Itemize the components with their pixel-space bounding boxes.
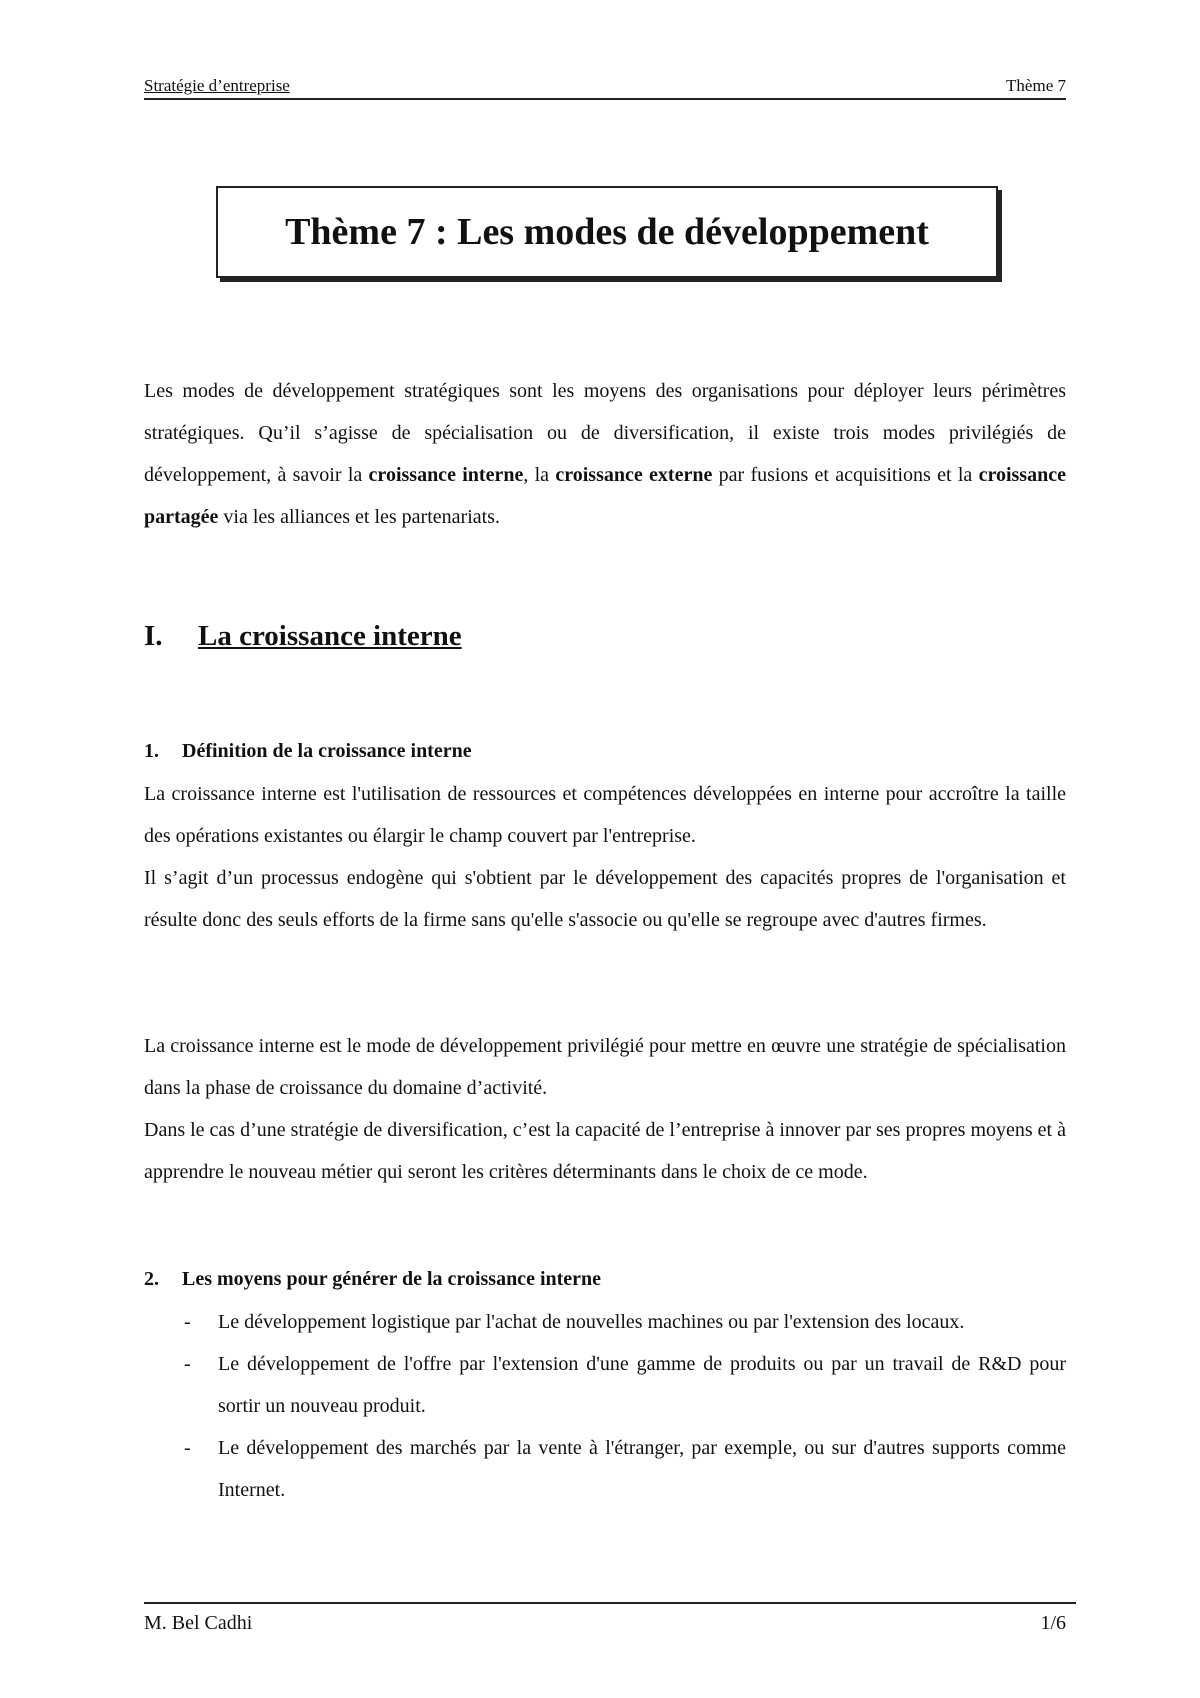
definition-paragraph-group-1 (144, 773, 1066, 941)
specialisation-paragraph: La croissance interne est le mode de développement privilégié pour mettre en œuvre une stratégie de spécialisation dans la phase de croissance du domaine d’activité. (144, 1035, 1066, 1099)
intro-bold-croissance-externe: croissance externe (555, 464, 713, 486)
intro-text-2: , la (523, 464, 556, 486)
list-item (144, 1343, 1066, 1427)
endogenous-process-paragraph: Il s’agit d’un processus endogène qui s'obtient par le développement des capacités propres de l'organisation et résulte donc des seuls efforts de la firme sans qu'elle s'associe ou qu'elle se regroupe avec d'autres firmes. (144, 867, 1066, 931)
section-number: I. (144, 620, 163, 652)
header-theme-number: Thème 7 (1006, 76, 1066, 95)
list-item (144, 1427, 1066, 1511)
list-item-text: Le développement des marchés par la vente à l'étranger, par exemple, ou sur d'autres supports comme Internet. (218, 1437, 1066, 1501)
list-item-text: Le développement de l'offre par l'extension d'une gamme de produits ou par un travail de R&D pour sortir un nouveau produit. (218, 1353, 1066, 1417)
list-item-text: Le développement logistique par l'achat de nouvelles machines ou par l'extension des locaux. (218, 1311, 965, 1333)
definition-paragraph-group-2 (144, 1025, 1066, 1193)
intro-paragraph (144, 370, 1066, 538)
running-footer (144, 1602, 1076, 1634)
page-title: Thème 7 : Les modes de développement (285, 211, 929, 253)
section-heading-croissance-interne (144, 620, 462, 653)
diversification-paragraph: Dans le cas d’une stratégie de diversification, c’est la capacité de l’entreprise à innover par ses propres moyens et à apprendre le nouveau métier qui seront les critères déterminants dans le choix de ce mode. (144, 1119, 1066, 1183)
title-box (216, 186, 998, 278)
subheading-title: Définition de la croissance interne (182, 740, 472, 762)
footer-author: M. Bel Cadhi (144, 1612, 253, 1634)
subheading-definition (144, 740, 472, 763)
intro-text-3: par fusions et acquisitions et la (712, 464, 979, 486)
bullet-dash: - (184, 1311, 191, 1333)
definition-paragraph: La croissance interne est l'utilisation de ressources et compétences développées en interne pour accroître la taille des opérations existantes ou élargir le champ couvert par l'entreprise. (144, 783, 1066, 847)
footer-page-number: 1/6 (1040, 1612, 1066, 1634)
intro-text-4: via les alliances et les partenariats. (218, 506, 500, 528)
list-item (144, 1301, 1066, 1343)
subheading-title: Les moyens pour générer de la croissance interne (182, 1268, 602, 1290)
header-course-title: Stratégie d’entreprise (144, 76, 290, 95)
bullet-dash: - (184, 1353, 191, 1375)
running-header (144, 74, 1066, 100)
bullet-dash: - (184, 1437, 191, 1459)
intro-bold-croissance-partagee: croissance partagée (144, 464, 1066, 528)
intro-bold-croissance-interne: croissance interne (368, 464, 524, 486)
subheading-number: 2. (144, 1268, 159, 1290)
section-title: La croissance interne (198, 620, 462, 652)
subheading-means (144, 1268, 601, 1291)
subheading-number: 1. (144, 740, 159, 762)
intro-text-1: Les modes de développement stratégiques sont les moyens des organisations pour déployer leurs périmètres stratégiques. Qu’il s’agisse de spécialisation ou de diversification, il existe trois modes privilégiés de développement, à savoir la (144, 380, 1066, 486)
means-list (144, 1301, 1066, 1511)
